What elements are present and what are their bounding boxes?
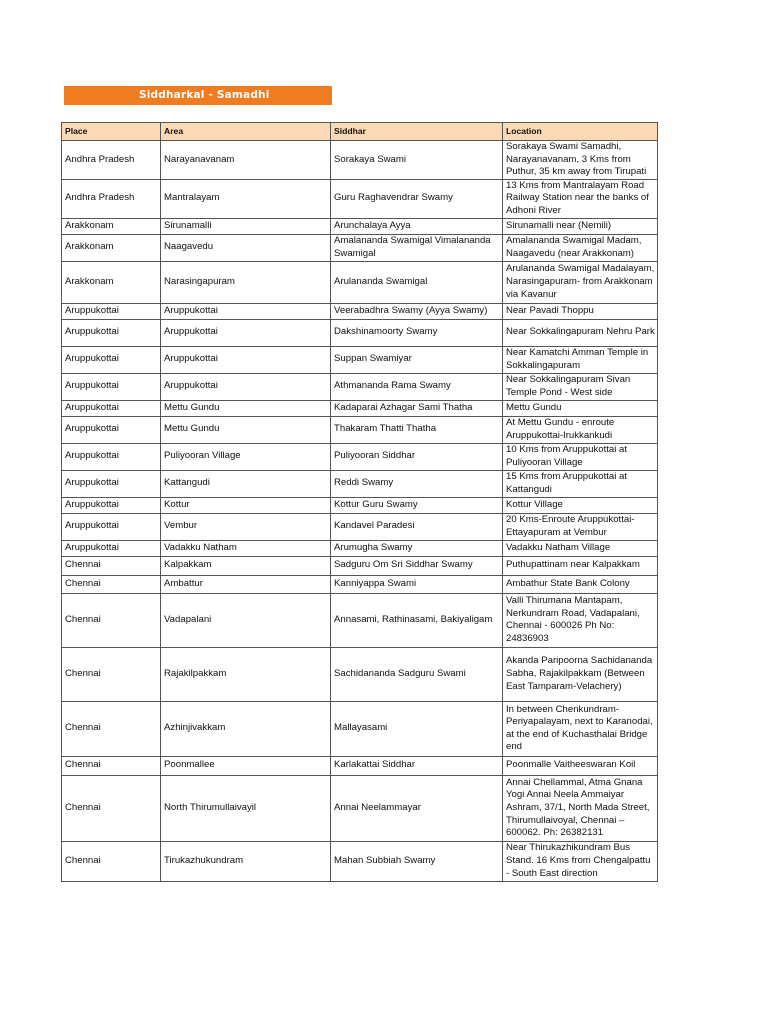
table-row	[62, 416, 658, 443]
table-row	[62, 303, 658, 319]
cell-area: Azhinjivakkam	[161, 701, 331, 756]
cell-area: Vadakku Natham	[161, 540, 331, 556]
cell-area: Narayanavanam	[161, 141, 331, 180]
table-row	[62, 261, 658, 303]
cell-location: Near Sokkalingapuram Nehru Park	[503, 319, 658, 346]
cell-place: Arakkonam	[62, 261, 161, 303]
table-row	[62, 540, 658, 556]
cell-area: Ambattur	[161, 575, 331, 593]
cell-place: Arakkonam	[62, 218, 161, 234]
table-row	[62, 141, 658, 180]
cell-place: Aruppukottai	[62, 303, 161, 319]
cell-place: Andhra Pradesh	[62, 141, 161, 180]
cell-siddhar: Kadaparai Azhagar Sami Thatha	[331, 400, 503, 416]
cell-area: Aruppukottai	[161, 373, 331, 400]
table-row	[62, 701, 658, 756]
table-row	[62, 841, 658, 881]
cell-siddhar: Kandavel Paradesi	[331, 513, 503, 540]
cell-siddhar: Amalananda Swamigal Vimalananda Swamigal	[331, 234, 503, 261]
cell-area: Naagavedu	[161, 234, 331, 261]
cell-area: Mettu Gundu	[161, 416, 331, 443]
cell-siddhar: Arumugha Swamy	[331, 540, 503, 556]
cell-area: Narasingapuram	[161, 261, 331, 303]
table-row	[62, 319, 658, 346]
table-row	[62, 400, 658, 416]
cell-siddhar: Reddi Swamy	[331, 470, 503, 497]
cell-siddhar: Suppan Swamiyar	[331, 346, 503, 373]
column-header-place: Place	[62, 123, 161, 141]
cell-place: Arakkonam	[62, 234, 161, 261]
table-row	[62, 647, 658, 701]
cell-siddhar: Kanniyappa Swami	[331, 575, 503, 593]
cell-area: Kottur	[161, 497, 331, 513]
cell-siddhar: Guru Raghavendrar Swamy	[331, 179, 503, 218]
cell-location: Vadakku Natham Village	[503, 540, 658, 556]
column-header-siddhar: Siddhar	[331, 123, 503, 141]
cell-siddhar: Puliyooran Siddhar	[331, 443, 503, 470]
cell-place: Chennai	[62, 556, 161, 575]
cell-place: Chennai	[62, 841, 161, 881]
samadhi-table	[61, 122, 658, 882]
cell-place: Aruppukottai	[62, 346, 161, 373]
cell-location: 13 Kms from Mantralayam Road Railway Station near the banks of Adhoni River	[503, 179, 658, 218]
header-row	[62, 123, 658, 141]
cell-place: Aruppukottai	[62, 416, 161, 443]
cell-area: Vadapalani	[161, 593, 331, 647]
cell-location: Amalananda Swamigal Madam, Naagavedu (near Arakkonam)	[503, 234, 658, 261]
table-row	[62, 470, 658, 497]
table-row	[62, 373, 658, 400]
cell-place: Aruppukottai	[62, 319, 161, 346]
cell-location: Puthupattinam near Kalpakkam	[503, 556, 658, 575]
cell-place: Aruppukottai	[62, 513, 161, 540]
cell-area: Sirunamalli	[161, 218, 331, 234]
table-row	[62, 756, 658, 775]
cell-location: Poonmalle Vaitheeswaran Koil	[503, 756, 658, 775]
cell-siddhar: Mallayasami	[331, 701, 503, 756]
cell-siddhar: Mahan Subbiah Swamy	[331, 841, 503, 881]
cell-place: Chennai	[62, 647, 161, 701]
table-row	[62, 775, 658, 841]
cell-siddhar: Annasami, Rathinasami, Bakiyaligam	[331, 593, 503, 647]
cell-location: Near Thirukazhikundram Bus Stand. 16 Kms from Chengalpattu - South East direction	[503, 841, 658, 881]
table-row	[62, 575, 658, 593]
cell-location: 20 Kms-Enroute Aruppukottai-Ettayapuram at Vembur	[503, 513, 658, 540]
cell-area: Mettu Gundu	[161, 400, 331, 416]
cell-location: 10 Kms from Aruppukottai at Puliyooran Village	[503, 443, 658, 470]
cell-location: Near Sokkalingapuram Sivan Temple Pond - West side	[503, 373, 658, 400]
cell-siddhar: Kottur Guru Swamy	[331, 497, 503, 513]
cell-area: Tirukazhukundram	[161, 841, 331, 881]
table-row	[62, 179, 658, 218]
cell-place: Chennai	[62, 775, 161, 841]
table-row	[62, 497, 658, 513]
cell-location: Arulananda Swamigal Madalayam, Narasingapuram- from Arakkonam via Kavanur	[503, 261, 658, 303]
table-row	[62, 593, 658, 647]
cell-area: Poonmallee	[161, 756, 331, 775]
cell-area: Aruppukottai	[161, 346, 331, 373]
cell-place: Aruppukottai	[62, 540, 161, 556]
cell-place: Aruppukottai	[62, 443, 161, 470]
sheet-title-banner	[64, 86, 332, 105]
cell-siddhar: Sadguru Om Sri Siddhar Swamy	[331, 556, 503, 575]
cell-area: North Thirumullaivayil	[161, 775, 331, 841]
cell-location: Akanda Paripoorna Sachidananda Sabha, Rajakilpakkam (Between East Tamparam-Velachery)	[503, 647, 658, 701]
cell-siddhar: Sorakaya Swami	[331, 141, 503, 180]
cell-area: Aruppukottai	[161, 303, 331, 319]
cell-area: Vembur	[161, 513, 331, 540]
cell-siddhar: Athmananda Rama Swamy	[331, 373, 503, 400]
cell-location: Near Kamatchi Amman Temple in Sokkalingapuram	[503, 346, 658, 373]
cell-place: Chennai	[62, 575, 161, 593]
table-row	[62, 234, 658, 261]
cell-place: Chennai	[62, 701, 161, 756]
table-body	[62, 141, 658, 882]
cell-siddhar: Arunchalaya Ayya	[331, 218, 503, 234]
cell-siddhar: Annai Neelammayar	[331, 775, 503, 841]
cell-area: Puliyooran Village	[161, 443, 331, 470]
cell-area: Kattangudi	[161, 470, 331, 497]
table-row	[62, 443, 658, 470]
cell-place: Aruppukottai	[62, 470, 161, 497]
cell-area: Mantralayam	[161, 179, 331, 218]
table-row	[62, 513, 658, 540]
cell-area: Kalpakkam	[161, 556, 331, 575]
cell-location: Ambathur State Bank Colony	[503, 575, 658, 593]
cell-location: Kottur Village	[503, 497, 658, 513]
cell-siddhar: Arulananda Swamigal	[331, 261, 503, 303]
cell-siddhar: Veerabadhra Swamy (Ayya Swamy)	[331, 303, 503, 319]
cell-siddhar: Dakshinamoorty Swamy	[331, 319, 503, 346]
column-header-area: Area	[161, 123, 331, 141]
sheet-title: Siddharkal - Samadhi	[139, 89, 270, 101]
cell-location: Annai Chellammal, Atma Gnana Yogi Annai Neela Ammaiyar Ashram, 37/1, North Mada Street, Thirumullaivoyal, Chennai – 600062. Ph: 26382131	[503, 775, 658, 841]
cell-location: At Mettu Gundu - enroute Aruppukottai-Irukkankudi	[503, 416, 658, 443]
cell-siddhar: Sachidananda Sadguru Swami	[331, 647, 503, 701]
table-row	[62, 346, 658, 373]
cell-location: 15 Kms from Aruppukottai at Kattangudi	[503, 470, 658, 497]
table-row	[62, 218, 658, 234]
cell-place: Aruppukottai	[62, 373, 161, 400]
cell-location: Sorakaya Swami Samadhi, Narayanavanam, 3 Kms from Puthur, 35 km away from Tirupati	[503, 141, 658, 180]
cell-place: Aruppukottai	[62, 497, 161, 513]
cell-siddhar: Thakaram Thatti Thatha	[331, 416, 503, 443]
cell-place: Aruppukottai	[62, 400, 161, 416]
cell-location: In between Chenkundram-Periyapalayam, next to Karanodai, at the end of Kuchasthalai Bridge end	[503, 701, 658, 756]
cell-area: Rajakilpakkam	[161, 647, 331, 701]
cell-location: Near Pavadi Thoppu	[503, 303, 658, 319]
column-header-location: Location	[503, 123, 658, 141]
table-row	[62, 556, 658, 575]
cell-area: Aruppukottai	[161, 319, 331, 346]
cell-place: Chennai	[62, 756, 161, 775]
cell-location: Mettu Gundu	[503, 400, 658, 416]
cell-place: Andhra Pradesh	[62, 179, 161, 218]
cell-location: Valli Thirumana Mantapam, Nerkundram Road, Vadapalani, Chennai - 600026 Ph No: 24836903	[503, 593, 658, 647]
cell-siddhar: Karlakattai Siddhar	[331, 756, 503, 775]
cell-place: Chennai	[62, 593, 161, 647]
cell-location: Sirunamalli near (Nemili)	[503, 218, 658, 234]
